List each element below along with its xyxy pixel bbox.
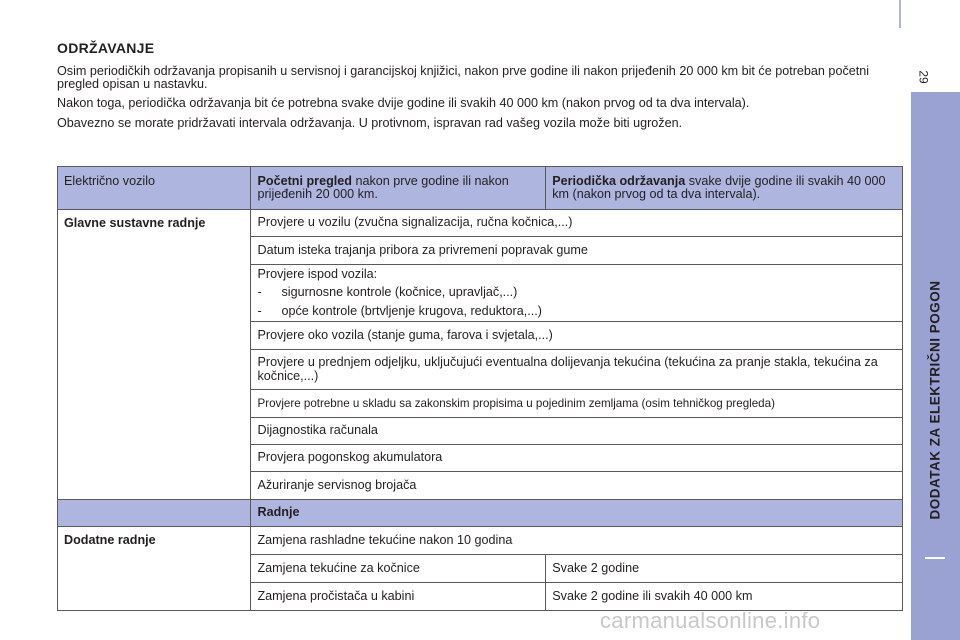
watermark-text: carmanualsonline.info (600, 608, 821, 633)
additional-interval-brake-fluid: Svake 2 godine (546, 555, 903, 583)
top-accent-rule (899, 0, 901, 28)
page-number: 29 (916, 70, 931, 84)
main-action-legal-checks: Provjere potrebne u skladu sa zakonskim propisima u pojedinim zemljama (osim tehničkog pregleda) (251, 390, 903, 418)
header-initial-inspection-cell (251, 167, 546, 210)
underbody-item-general: opće kontrole (brtvljenje krugova, reduktora,...) (281, 303, 542, 318)
header-initial-inspection-text: nakon prve godine ili nakon prijeđenih 20 000 km. (257, 174, 509, 202)
additional-interval-cabin-filter: Svake 2 godine ili svakih 40 000 km (546, 583, 903, 611)
list-item (257, 286, 896, 299)
dash-marker: - (257, 303, 262, 318)
sidebar-chapter-title: DODATAK ZA ELEKTRIČNI POGON (927, 280, 943, 520)
section-title: ODRŽAVANJE (57, 40, 155, 56)
main-action-traction-battery: Provjera pogonskog akumulatora (251, 445, 903, 472)
main-action-front-compartment: Provjere u prednjem odjeljku, uključujući eventualna dolijevanja tekućina (tekućina za pranje stakla, tekućina za kočnice,...) (251, 350, 903, 390)
additional-action-coolant: Zamjena rashladne tekućine nakon 10 godina (251, 527, 903, 555)
main-action-vehicle-checks: Provjere u vozilu (zvučna signalizacija, ručna kočnica,...) (251, 210, 903, 237)
main-action-underbody-checks (251, 265, 903, 322)
main-action-diagnostics: Dijagnostika računala (251, 418, 903, 445)
main-action-service-counter: Ažuriranje servisnog brojača (251, 472, 903, 500)
dash-marker: - (257, 285, 262, 300)
header-periodic-maintenance-cell (546, 167, 903, 210)
main-actions-label: Glavne sustavne radnje (58, 210, 251, 500)
subheader-actions: Radnje (251, 500, 903, 527)
list-item (257, 305, 896, 318)
main-action-repair-kit-expiry: Datum isteka trajanja pribora za privremeni popravak gume (251, 237, 903, 265)
header-periodic-maintenance-text: svake dvije godine ili svakih 40 000 km (nakon prvog od ta dva intervala). (552, 174, 886, 202)
sidebar-divider (925, 557, 945, 559)
intro-paragraph-1: Osim periodičkih održavanja propisanih u servisnoj i garancijskoj knjižici, nakon prve godine ili nakon prijeđenih 20 000 km bit će potreban početni pregled opisan u nastavku. (57, 64, 870, 92)
subheader-empty-cell (58, 500, 251, 527)
header-initial-inspection-title: Početni pregled (257, 174, 352, 188)
additional-action-brake-fluid: Zamjena tekućine za kočnice (251, 555, 546, 583)
header-vehicle-label: Električno vozilo (64, 174, 155, 188)
additional-actions-label: Dodatne radnje (58, 527, 251, 611)
intro-paragraph-2: Nakon toga, periodička održavanja bit će potrebna svake dvije godine ili svakih 40 000 km (nakon prvog od ta dva intervala). (57, 96, 750, 111)
intro-paragraph-3: Obavezno se morate pridržavati intervala održavanja. U protivnom, ispravan rad vašeg vozila može biti ugrožen. (57, 115, 683, 130)
table-row (58, 527, 903, 555)
header-vehicle-cell (58, 167, 251, 210)
table-row (58, 210, 903, 237)
underbody-list (257, 286, 896, 318)
underbody-intro: Provjere ispod vozila: (257, 266, 378, 281)
table-header-row (58, 167, 903, 210)
maintenance-section (57, 40, 902, 130)
additional-action-cabin-filter: Zamjena pročistača u kabini (251, 583, 546, 611)
maintenance-table (57, 166, 903, 611)
main-action-around-vehicle: Provjere oko vozila (stanje guma, farova i svjetala,...) (251, 322, 903, 350)
table-subheader-row (58, 500, 903, 527)
underbody-item-safety: sigurnosne kontrole (kočnice, upravljač,...) (281, 285, 518, 300)
header-periodic-maintenance-title: Periodička održavanja (552, 174, 686, 188)
